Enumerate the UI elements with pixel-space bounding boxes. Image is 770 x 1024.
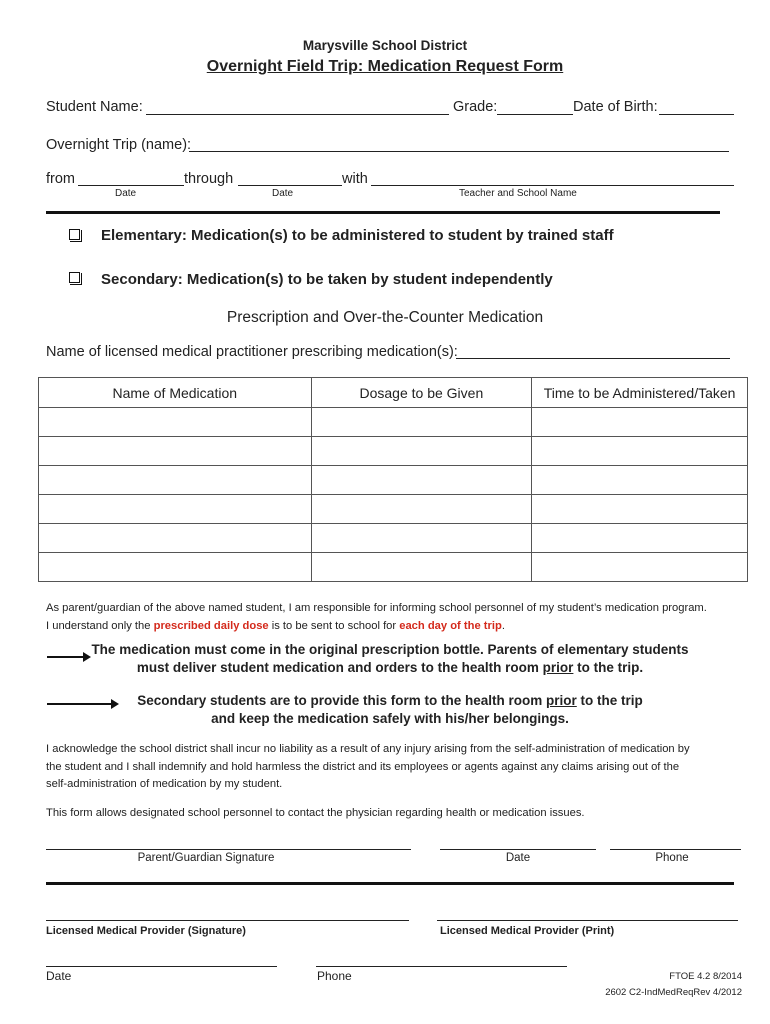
grade-label: Grade: [453, 99, 498, 115]
notice-text: to the trip [576, 693, 643, 708]
dob-field[interactable] [659, 114, 734, 115]
table-row [39, 553, 748, 582]
teacher-school-field[interactable] [371, 185, 734, 186]
statement-text: . [501, 619, 505, 632]
from-date-field[interactable] [78, 185, 184, 186]
provider-date-field[interactable] [46, 966, 277, 967]
dosage-cell[interactable] [311, 495, 532, 524]
elementary-notice-line-1: The medication must come in the original prescription bottle. Parents of elementary students [91, 642, 689, 657]
parent-statement [46, 600, 736, 635]
time-cell[interactable] [532, 466, 748, 495]
medication-cell[interactable] [39, 408, 312, 437]
prior-underlined: prior [542, 660, 574, 675]
dosage-cell[interactable] [311, 437, 532, 466]
provider-date-caption: Date [46, 969, 72, 983]
secondary-option-label: Secondary: Medication(s) to be taken by student independently [101, 271, 553, 288]
parent-signature-caption: Parent/Guardian Signature [137, 852, 275, 864]
parent-phone-caption: Phone [655, 852, 689, 864]
parent-date-caption: Date [505, 852, 531, 864]
with-label: with [342, 171, 368, 187]
from-date-caption: Date [115, 188, 137, 199]
parent-signature-field[interactable] [46, 849, 411, 850]
prescribed-daily-dose-highlight: prescribed daily dose [153, 619, 269, 632]
teacher-school-caption: Teacher and School Name [459, 188, 577, 199]
through-date-field[interactable] [238, 185, 342, 186]
medication-cell[interactable] [39, 553, 312, 582]
notice-text: to the trip. [573, 660, 644, 675]
signature-divider [46, 882, 734, 885]
secondary-checkbox[interactable] [69, 272, 80, 283]
parent-phone-field[interactable] [610, 849, 741, 850]
provider-signature-caption: Licensed Medical Provider (Signature) [46, 925, 246, 937]
column-header-medication: Name of Medication [39, 378, 312, 408]
column-header-dosage: Dosage to be Given [311, 378, 532, 408]
liability-line-2: the student and I shall indemnify and hold harmless the district and its employees or agents against any claims arising out of the [46, 760, 680, 773]
notice-text: Secondary students are to provide this form to the health room [137, 693, 547, 708]
provider-print-caption: Licensed Medical Provider (Print) [440, 925, 615, 937]
table-row [39, 437, 748, 466]
table-header-row [39, 378, 748, 408]
section-divider [46, 211, 720, 214]
medication-cell[interactable] [39, 466, 312, 495]
revision-code: 2602 C2-IndMedReqRev 4/2012 [605, 987, 742, 998]
liability-line-1: I acknowledge the school district shall incur no liability as a result of any injury arising from the self-administration of medication by [46, 743, 690, 755]
dosage-cell[interactable] [311, 408, 532, 437]
practitioner-label: Name of licensed medical practitioner prescribing medication(s): [46, 344, 458, 360]
medication-cell[interactable] [39, 437, 312, 466]
liability-line-3: self-administration of medication by my student. [46, 778, 283, 790]
column-header-time: Time to be Administered/Taken [532, 378, 748, 408]
statement-text: is to be sent to school for [268, 619, 400, 632]
parent-statement-line-2 [46, 618, 736, 636]
form-code: FTOE 4.2 8/2014 [669, 971, 742, 982]
table-row [39, 466, 748, 495]
dosage-cell[interactable] [311, 524, 532, 553]
time-cell[interactable] [532, 408, 748, 437]
page-title: Overnight Field Trip: Medication Request Form [206, 58, 564, 75]
through-label: through [184, 171, 234, 187]
student-name-label: Student Name: [46, 99, 143, 115]
time-cell[interactable] [532, 437, 748, 466]
trip-name-label: Overnight Trip (name): [46, 137, 192, 153]
table-row [39, 495, 748, 524]
medication-section-title: Prescription and Over-the-Counter Medication [226, 309, 544, 326]
provider-signature-field[interactable] [46, 920, 409, 921]
notice-text: must deliver student medication and orders to the health room [136, 660, 543, 675]
time-cell[interactable] [532, 553, 748, 582]
trip-name-field[interactable] [189, 151, 729, 152]
medication-cell[interactable] [39, 524, 312, 553]
provider-phone-caption: Phone [317, 969, 352, 983]
elementary-option-label: Elementary: Medication(s) to be administered to student by trained staff [101, 227, 614, 244]
provider-phone-field[interactable] [316, 966, 567, 967]
each-day-highlight: each day of the trip [399, 619, 502, 632]
elementary-notice [80, 642, 700, 675]
contact-statement: This form allows designated school personnel to contact the physician regarding health or medication issues. [46, 807, 585, 819]
district-name: Marysville School District [302, 38, 468, 53]
secondary-notice [80, 693, 700, 726]
dob-label: Date of Birth: [573, 99, 658, 115]
parent-date-field[interactable] [440, 849, 596, 850]
student-name-field[interactable] [146, 114, 449, 115]
dosage-cell[interactable] [311, 466, 532, 495]
secondary-notice-line-2: and keep the medication safely with his/her belongings. [211, 711, 569, 726]
elementary-notice-line-2 [80, 660, 700, 675]
medication-table [38, 377, 748, 582]
through-date-caption: Date [272, 188, 294, 199]
table-row [39, 524, 748, 553]
dosage-cell[interactable] [311, 553, 532, 582]
statement-text: I understand only the [46, 619, 154, 632]
table-row [39, 408, 748, 437]
medication-cell[interactable] [39, 495, 312, 524]
practitioner-field[interactable] [456, 358, 730, 359]
secondary-notice-line-1 [80, 693, 700, 708]
parent-statement-line-1: As parent/guardian of the above named student, I am responsible for informing school personnel of my student’s medication program. [46, 602, 707, 614]
time-cell[interactable] [532, 524, 748, 553]
liability-statement [46, 741, 736, 794]
grade-field[interactable] [497, 114, 573, 115]
elementary-checkbox[interactable] [69, 229, 80, 240]
from-label: from [46, 171, 75, 187]
provider-print-field[interactable] [437, 920, 738, 921]
time-cell[interactable] [532, 495, 748, 524]
prior-underlined: prior [546, 693, 577, 708]
